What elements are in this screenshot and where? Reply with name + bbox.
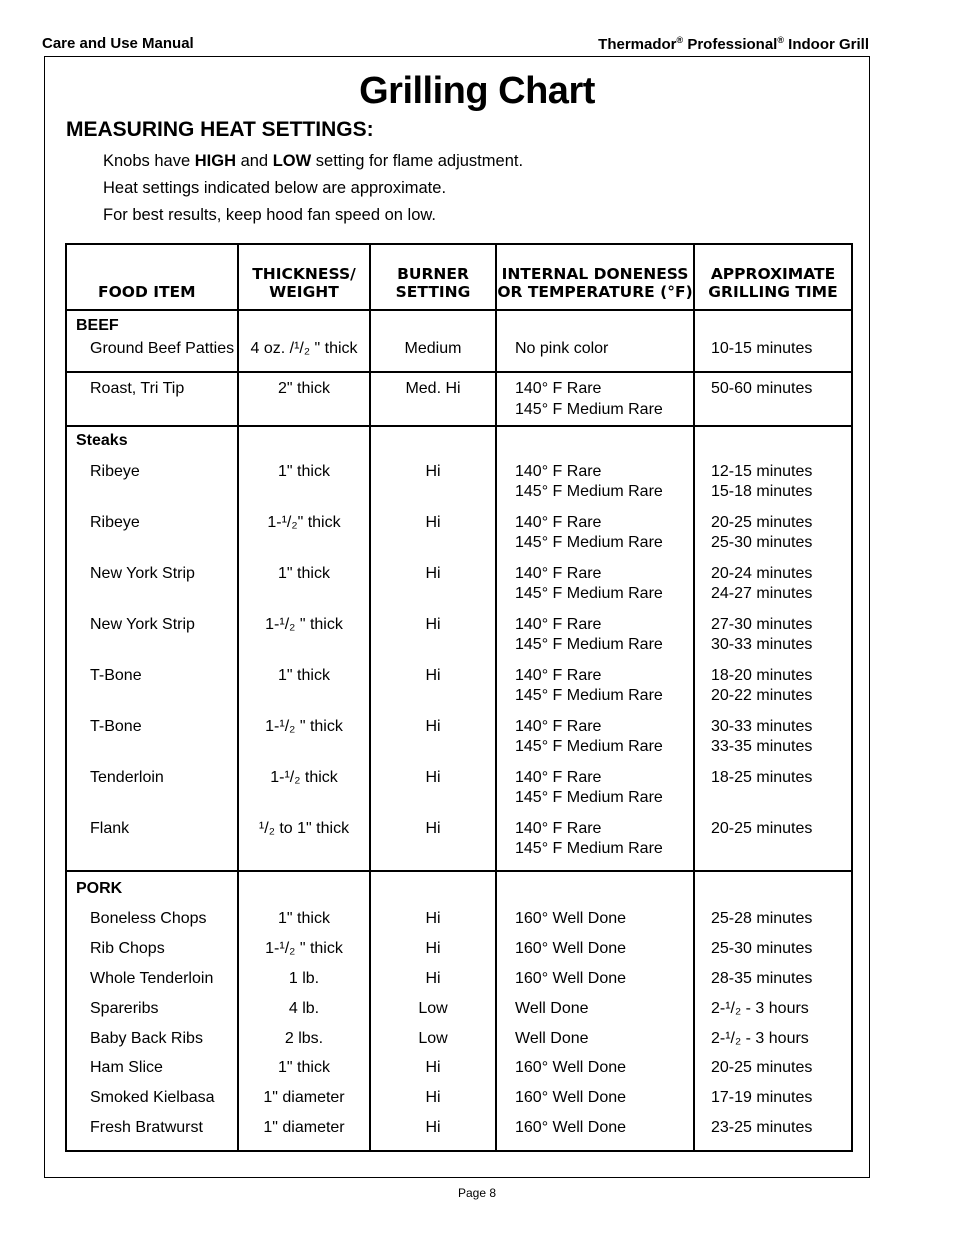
grill-time [694, 989, 852, 1019]
thickness: 1-¹/₂ " thick [238, 605, 370, 656]
food-item: T-Bone [66, 707, 238, 758]
food-item: Flank [66, 809, 238, 871]
table-row [66, 758, 852, 809]
col-food-item: FOOD ITEM [66, 244, 238, 310]
doneness-line: 145° F Medium Rare [515, 687, 663, 704]
time-line: 20-25 minutes [711, 819, 813, 837]
grill-time [694, 758, 852, 809]
doneness-line: 140° F Rare [515, 819, 602, 837]
food-item: Baby Back Ribs [66, 1019, 238, 1049]
table-row [66, 452, 852, 503]
thickness: 1-¹/₂" thick [238, 503, 370, 554]
table-cell [370, 310, 496, 337]
time-line: 30-33 minutes [711, 717, 813, 735]
burner-setting: Hi [370, 758, 496, 809]
doneness-line: 140° F Rare [515, 380, 602, 397]
food-item: Ground Beef Patties [66, 337, 238, 373]
grill-time [694, 1109, 852, 1151]
doneness-line: 140° F Rare [515, 513, 602, 531]
thickness: 1 lb. [238, 959, 370, 989]
thickness: 2 lbs. [238, 1019, 370, 1049]
table-cell [496, 426, 694, 452]
doneness [496, 1109, 694, 1151]
thickness: ¹/₂ to 1" thick [238, 809, 370, 871]
table-row [66, 809, 852, 871]
category-row [66, 871, 852, 900]
burner-setting: Hi [370, 809, 496, 871]
burner-setting: Hi [370, 452, 496, 503]
table-row [66, 959, 852, 989]
doneness-line: 145° F Medium Rare [515, 534, 663, 551]
doneness-line: 145° F Medium Rare [515, 483, 663, 500]
table-row [66, 989, 852, 1019]
doneness [496, 989, 694, 1019]
doneness [496, 656, 694, 707]
grill-time [694, 1049, 852, 1079]
food-item: Ribeye [66, 503, 238, 554]
doneness-line: 140° F Rare [515, 768, 602, 786]
time-line: 25-30 minutes [711, 534, 813, 551]
food-item: New York Strip [66, 605, 238, 656]
table-row [66, 1019, 852, 1049]
time-line: 24-27 minutes [711, 585, 813, 602]
grill-time [694, 656, 852, 707]
grill-time [694, 1019, 852, 1049]
beef-group-bottom [66, 372, 852, 426]
intro-text [103, 148, 523, 229]
doneness-line: 160° Well Done [515, 1059, 627, 1077]
time-line: 20-24 minutes [711, 564, 813, 582]
time-line: 20-25 minutes [711, 513, 813, 531]
burner-setting: Hi [370, 1049, 496, 1079]
time-line: 17-19 minutes [711, 1089, 813, 1107]
table-cell [370, 426, 496, 452]
thickness: 4 oz. /¹/₂ " thick [238, 337, 370, 373]
grill-time [694, 1079, 852, 1109]
doneness [496, 554, 694, 605]
doneness [496, 452, 694, 503]
doneness-line: 140° F Rare [515, 615, 602, 633]
burner-setting: Hi [370, 707, 496, 758]
doneness-line: No pink color [515, 339, 609, 357]
doneness-line: Well Done [515, 999, 589, 1017]
doneness [496, 337, 694, 373]
burner-setting: Hi [370, 930, 496, 960]
time-line: 12-15 minutes [711, 462, 813, 480]
grill-time [694, 503, 852, 554]
time-line: 2-¹/₂ - 3 hours [711, 1029, 809, 1047]
table-row [66, 605, 852, 656]
table-row [66, 1049, 852, 1079]
thickness: 1" thick [238, 554, 370, 605]
doneness [496, 503, 694, 554]
grill-time [694, 707, 852, 758]
doneness [496, 707, 694, 758]
food-item: Ribeye [66, 452, 238, 503]
time-line: 20-22 minutes [711, 687, 813, 704]
table-row [66, 337, 852, 373]
food-item: T-Bone [66, 656, 238, 707]
grilling-chart-table [65, 243, 853, 1152]
burner-setting: Hi [370, 605, 496, 656]
burner-setting: Hi [370, 959, 496, 989]
food-item: Rib Chops [66, 930, 238, 960]
grill-time [694, 959, 852, 989]
doneness-line: 160° Well Done [515, 910, 627, 927]
table-row [66, 899, 852, 930]
doneness [496, 899, 694, 930]
time-line: 18-25 minutes [711, 768, 813, 786]
burner-setting: Hi [370, 503, 496, 554]
intro-line-2: Heat settings indicated below are approximate. [103, 179, 447, 197]
table-cell [238, 426, 370, 452]
grill-time [694, 372, 852, 426]
time-line: 25-30 minutes [711, 939, 813, 957]
doneness-line: 145° F Medium Rare [515, 400, 663, 418]
table-cell [496, 871, 694, 900]
thickness: 1-¹/₂ " thick [238, 707, 370, 758]
time-line: 20-25 minutes [711, 1059, 813, 1077]
category-row [66, 310, 852, 337]
food-item: Boneless Chops [66, 899, 238, 930]
table-cell [238, 871, 370, 900]
col-burner: BURNER SETTING [370, 244, 496, 310]
time-line: 23-25 minutes [711, 1119, 813, 1137]
thickness: 1" diameter [238, 1109, 370, 1151]
doneness-line: 160° Well Done [515, 1119, 627, 1137]
thickness: 2" thick [238, 372, 370, 426]
beef-group-top [66, 310, 852, 372]
section-heading: MEASURING HEAT SETTINGS: [66, 118, 374, 141]
table-row [66, 1079, 852, 1109]
table-cell [370, 871, 496, 900]
table-row [66, 707, 852, 758]
food-item: Fresh Bratwurst [66, 1109, 238, 1151]
page-title: Grilling Chart [359, 70, 595, 112]
grill-time [694, 809, 852, 871]
time-line: 18-20 minutes [711, 666, 813, 684]
table-cell [496, 310, 694, 337]
grill-time [694, 899, 852, 930]
thickness: 4 lb. [238, 989, 370, 1019]
food-item: Ham Slice [66, 1049, 238, 1079]
doneness-line: 145° F Medium Rare [515, 738, 663, 755]
thickness: 1" diameter [238, 1079, 370, 1109]
col-thickness: THICKNESS/ WEIGHT [238, 244, 370, 310]
doneness [496, 1019, 694, 1049]
thickness: 1" thick [238, 1049, 370, 1079]
burner-setting: Medium [370, 337, 496, 373]
time-line: 25-28 minutes [711, 910, 813, 927]
table-row [66, 1109, 852, 1151]
thickness: 1-¹/₂ thick [238, 758, 370, 809]
time-line: 30-33 minutes [711, 636, 813, 653]
food-item: Tenderloin [66, 758, 238, 809]
table-row [66, 372, 852, 426]
doneness-line: 160° Well Done [515, 1089, 627, 1107]
table-cell [694, 426, 852, 452]
burner-setting: Hi [370, 656, 496, 707]
category-label: PORK [66, 871, 238, 900]
doneness-line: 140° F Rare [515, 717, 602, 735]
doneness [496, 1079, 694, 1109]
time-line: 50-60 minutes [711, 380, 813, 397]
thickness: 1-¹/₂ " thick [238, 930, 370, 960]
manual-title: Care and Use Manual [42, 35, 194, 52]
burner-setting: Med. Hi [370, 372, 496, 426]
doneness [496, 605, 694, 656]
time-line: 15-18 minutes [711, 483, 813, 500]
grill-time [694, 452, 852, 503]
grill-time [694, 605, 852, 656]
pork-group [66, 871, 852, 1151]
doneness-line: 160° Well Done [515, 939, 627, 957]
burner-setting: Hi [370, 1079, 496, 1109]
doneness-line: 145° F Medium Rare [515, 840, 663, 857]
doneness-line: 140° F Rare [515, 564, 602, 582]
burner-setting: Hi [370, 899, 496, 930]
time-line: 33-35 minutes [711, 738, 813, 755]
doneness [496, 959, 694, 989]
food-item: Smoked Kielbasa [66, 1079, 238, 1109]
doneness-line: 145° F Medium Rare [515, 636, 663, 653]
burner-setting: Low [370, 989, 496, 1019]
intro-line-3: For best results, keep hood fan speed on low. [103, 206, 436, 224]
doneness-line: 145° F Medium Rare [515, 789, 663, 806]
category-row [66, 426, 852, 452]
table-row [66, 656, 852, 707]
table-cell [694, 871, 852, 900]
food-item: Roast, Tri Tip [66, 372, 238, 426]
thickness: 1" thick [238, 899, 370, 930]
table-cell [694, 310, 852, 337]
col-time: APPROXIMATE GRILLING TIME [694, 244, 852, 310]
doneness [496, 1049, 694, 1079]
time-line: 2-¹/₂ - 3 hours [711, 999, 809, 1017]
doneness-line: Well Done [515, 1029, 589, 1047]
grill-time [694, 337, 852, 373]
doneness-line: 145° F Medium Rare [515, 585, 663, 602]
page-number: Page 8 [457, 1186, 497, 1200]
grill-time [694, 930, 852, 960]
time-line: 27-30 minutes [711, 615, 813, 633]
burner-setting: Low [370, 1019, 496, 1049]
time-line: 28-35 minutes [711, 969, 813, 987]
category-label: BEEF [66, 310, 238, 337]
thickness: 1" thick [238, 452, 370, 503]
col-doneness: INTERNAL DONENESS OR TEMPERATURE (°F) [496, 244, 694, 310]
table-cell [238, 310, 370, 337]
intro-line-1: Knobs have HIGH and LOW setting for flame adjustment. [103, 152, 524, 170]
table-row [66, 503, 852, 554]
table-row [66, 554, 852, 605]
doneness [496, 372, 694, 426]
product-title: Thermador® Professional® Indoor Grill [598, 35, 869, 53]
table-row [66, 930, 852, 960]
doneness-line: 160° Well Done [515, 969, 627, 987]
doneness [496, 809, 694, 871]
thickness: 1" thick [238, 656, 370, 707]
food-item: Whole Tenderloin [66, 959, 238, 989]
food-item: Spareribs [66, 989, 238, 1019]
time-line: 10-15 minutes [711, 339, 813, 357]
steaks-group [66, 426, 852, 871]
category-label: Steaks [66, 426, 238, 452]
doneness [496, 758, 694, 809]
grill-time [694, 554, 852, 605]
doneness-line: 140° F Rare [515, 666, 602, 684]
doneness [496, 930, 694, 960]
food-item: New York Strip [66, 554, 238, 605]
burner-setting: Hi [370, 1109, 496, 1151]
burner-setting: Hi [370, 554, 496, 605]
doneness-line: 140° F Rare [515, 462, 602, 480]
